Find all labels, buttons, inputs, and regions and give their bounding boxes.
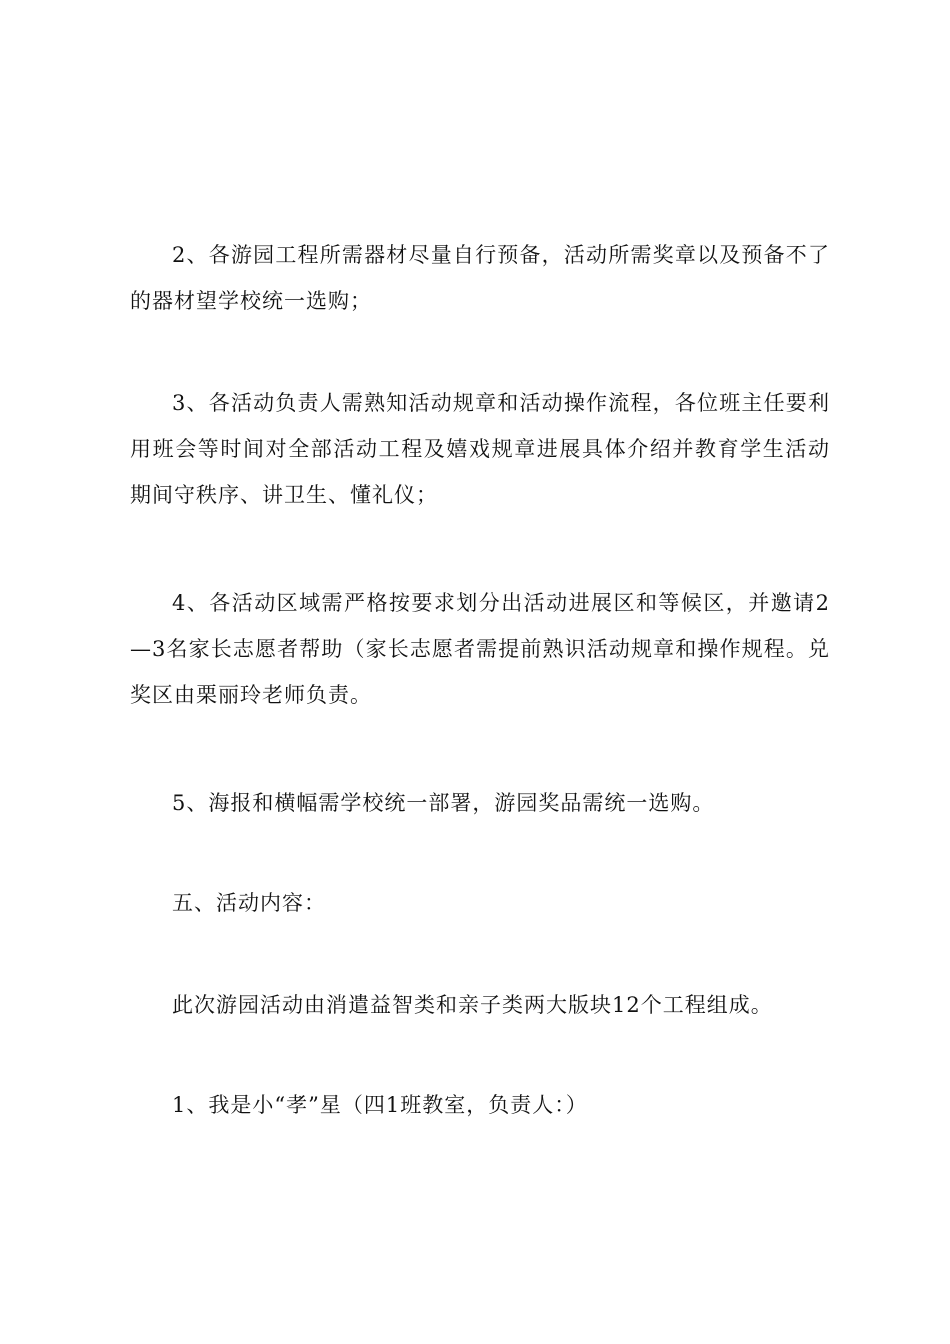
paragraph-equipment-prep: 2、各游园工程所需器材尽量自行预备，活动所需奖章以及预备不了的器材望学校统一选购；: [130, 243, 830, 313]
list-item-activity-1: 1、我是小“孝”星（四1班教室，负责人：）: [172, 1093, 588, 1117]
paragraph-activity-zones: 4、各活动区域需严格按要求划分出活动进展区和等候区，并邀请2—3名家长志愿者帮助（家长志愿者需提前熟识活动规章和操作规程。兑奖区由栗丽玲老师负责。: [130, 591, 830, 707]
paragraph-posters-prizes: 5、海报和横幅需学校统一部署，游园奖品需统一选购。: [172, 791, 715, 815]
paragraph-rules-familiarity: 3、各活动负责人需熟知活动规章和活动操作流程，各位班主任要利用班会等时间对全部活动工程及嬉戏规章进展具体介绍并教育学生活动期间守秩序、讲卫生、懂礼仪；: [130, 391, 830, 507]
paragraph-activity-overview: 此次游园活动由消遣益智类和亲子类两大版块12个工程组成。: [172, 993, 773, 1017]
section-heading-activity-content: 五、活动内容：: [172, 891, 326, 915]
